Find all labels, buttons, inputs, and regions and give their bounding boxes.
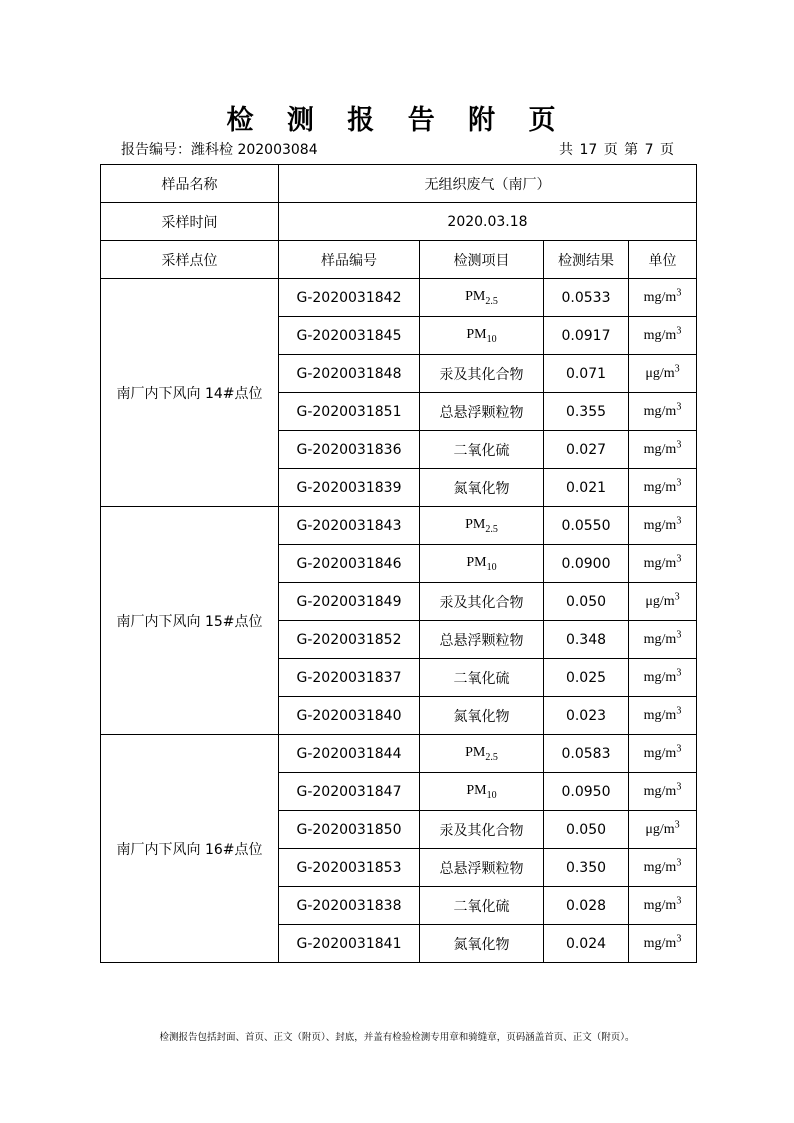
unit-exponent: 3 (674, 590, 680, 602)
test-result: 0.025 (544, 659, 629, 697)
test-item (420, 317, 544, 355)
unit-exponent: 3 (676, 628, 682, 640)
test-result: 0.050 (544, 811, 629, 849)
sample-code: G-2020031843 (279, 507, 420, 545)
report-number-value: 潍科检 202003084 (191, 142, 318, 158)
test-item-label: PM (466, 326, 487, 342)
sample-code: G-2020031850 (279, 811, 420, 849)
unit (629, 317, 697, 355)
unit-label: mg/m (643, 555, 677, 571)
unit (629, 355, 697, 393)
unit-label: mg/m (643, 403, 677, 419)
unit-label: mg/m (643, 897, 677, 913)
unit-exponent: 3 (676, 894, 682, 906)
unit-exponent: 3 (674, 818, 680, 830)
unit-label: mg/m (643, 441, 677, 457)
test-item-subscript: 10 (486, 789, 497, 801)
sample-code: G-2020031840 (279, 697, 420, 735)
report-number-label: 报告编号： (121, 142, 191, 158)
test-item (420, 507, 544, 545)
test-item (420, 431, 544, 469)
unit-label: mg/m (643, 935, 677, 951)
page-indicator: 共 17 页 第 7 页 (559, 142, 674, 158)
test-result: 0.355 (544, 393, 629, 431)
unit (629, 887, 697, 925)
test-result: 0.050 (544, 583, 629, 621)
test-item (420, 735, 544, 773)
test-item (420, 393, 544, 431)
test-result: 0.0583 (544, 735, 629, 773)
test-item (420, 887, 544, 925)
col-header-sample-code: 样品编号 (279, 241, 420, 279)
test-result: 0.0900 (544, 545, 629, 583)
unit (629, 507, 697, 545)
sampling-time-label: 采样时间 (101, 203, 279, 241)
test-result: 0.027 (544, 431, 629, 469)
sample-name-row (101, 165, 697, 203)
unit-exponent: 3 (676, 324, 682, 336)
test-result: 0.0533 (544, 279, 629, 317)
unit-label: mg/m (643, 631, 677, 647)
unit (629, 773, 697, 811)
col-header-location: 采样点位 (101, 241, 279, 279)
sample-code: G-2020031849 (279, 583, 420, 621)
unit (629, 621, 697, 659)
test-item-label: 汞及其化合物 (439, 366, 524, 383)
test-item (420, 659, 544, 697)
unit (629, 545, 697, 583)
test-item (420, 583, 544, 621)
col-header-unit: 单位 (629, 241, 697, 279)
sample-name-value: 无组织废气（南厂） (279, 165, 697, 203)
unit-label: mg/m (643, 479, 677, 495)
test-result: 0.0950 (544, 773, 629, 811)
unit-exponent: 3 (676, 742, 682, 754)
unit (629, 811, 697, 849)
test-item-subscript: 10 (486, 561, 497, 573)
test-result: 0.350 (544, 849, 629, 887)
test-result: 0.348 (544, 621, 629, 659)
test-item-label: 氮氧化物 (453, 936, 510, 953)
test-result: 0.028 (544, 887, 629, 925)
table-row (101, 279, 697, 317)
unit-label: μg/m (645, 821, 675, 837)
column-header-row (101, 241, 697, 279)
sample-code: G-2020031852 (279, 621, 420, 659)
unit-exponent: 3 (676, 780, 682, 792)
unit-label: mg/m (643, 517, 677, 533)
test-item-subscript: 2.5 (485, 523, 498, 535)
unit-label: mg/m (643, 707, 677, 723)
test-item-label: PM (465, 516, 486, 532)
col-header-result: 检测结果 (544, 241, 629, 279)
test-result: 0.021 (544, 469, 629, 507)
test-item-label: 二氧化硫 (453, 442, 510, 459)
test-item-label: PM (465, 744, 486, 760)
col-header-item: 检测项目 (420, 241, 544, 279)
unit-label: μg/m (645, 593, 675, 609)
unit (629, 735, 697, 773)
unit-exponent: 3 (676, 514, 682, 526)
sample-code: G-2020031853 (279, 849, 420, 887)
sample-code: G-2020031848 (279, 355, 420, 393)
unit-label: mg/m (643, 327, 677, 343)
unit-exponent: 3 (676, 704, 682, 716)
unit (629, 697, 697, 735)
test-result: 0.0550 (544, 507, 629, 545)
test-result: 0.023 (544, 697, 629, 735)
test-item-label: 氮氧化物 (453, 480, 510, 497)
test-item (420, 621, 544, 659)
test-result: 0.024 (544, 925, 629, 963)
unit-label: μg/m (645, 365, 675, 381)
sampling-time-row (101, 203, 697, 241)
report-number (121, 139, 318, 159)
unit-exponent: 3 (676, 932, 682, 944)
test-item (420, 355, 544, 393)
test-item (420, 279, 544, 317)
test-item-label: 总悬浮颗粒物 (439, 860, 524, 877)
test-result: 0.071 (544, 355, 629, 393)
unit-label: mg/m (643, 289, 677, 305)
unit (629, 925, 697, 963)
test-item-label: 总悬浮颗粒物 (439, 404, 524, 421)
unit (629, 849, 697, 887)
test-item (420, 697, 544, 735)
test-item-label: 二氧化硫 (453, 898, 510, 915)
page-title: 检 测 报 告 附 页 (226, 105, 568, 136)
test-item-label: PM (466, 782, 487, 798)
sample-code: G-2020031846 (279, 545, 420, 583)
test-item (420, 469, 544, 507)
test-item-label: PM (466, 554, 487, 570)
sample-code: G-2020031837 (279, 659, 420, 697)
test-item (420, 545, 544, 583)
unit-exponent: 3 (676, 552, 682, 564)
sample-name-label: 样品名称 (101, 165, 279, 203)
unit-label: mg/m (643, 669, 677, 685)
sampling-location: 南厂内下风向 16#点位 (101, 735, 279, 963)
unit (629, 279, 697, 317)
test-item-subscript: 2.5 (485, 295, 498, 307)
unit (629, 583, 697, 621)
sample-code: G-2020031838 (279, 887, 420, 925)
unit-exponent: 3 (676, 856, 682, 868)
test-item-label: 二氧化硫 (453, 670, 510, 687)
sample-code: G-2020031847 (279, 773, 420, 811)
test-item-subscript: 2.5 (485, 751, 498, 763)
unit (629, 659, 697, 697)
test-item-label: 总悬浮颗粒物 (439, 632, 524, 649)
test-item-label: 汞及其化合物 (439, 594, 524, 611)
footer-note: 检测报告包括封面、首页、正文（附页）、封底，并盖有检验检测专用章和骑缝章，页码涵盖首页、正文（附页）。 (159, 1032, 635, 1043)
unit-exponent: 3 (676, 400, 682, 412)
sample-code: G-2020031841 (279, 925, 420, 963)
test-item (420, 849, 544, 887)
unit (629, 469, 697, 507)
unit-label: mg/m (643, 745, 677, 761)
table-row (101, 507, 697, 545)
test-item-subscript: 10 (486, 333, 497, 345)
sampling-time-value: 2020.03.18 (279, 203, 697, 241)
sampling-location: 南厂内下风向 14#点位 (101, 279, 279, 507)
sample-code: G-2020031836 (279, 431, 420, 469)
test-item-label: PM (465, 288, 486, 304)
test-item (420, 925, 544, 963)
test-item-label: 汞及其化合物 (439, 822, 524, 839)
sample-code: G-2020031839 (279, 469, 420, 507)
unit-exponent: 3 (676, 666, 682, 678)
unit-exponent: 3 (676, 476, 682, 488)
unit-label: mg/m (643, 859, 677, 875)
sample-code: G-2020031851 (279, 393, 420, 431)
unit-exponent: 3 (676, 438, 682, 450)
unit-label: mg/m (643, 783, 677, 799)
unit (629, 393, 697, 431)
sampling-location: 南厂内下风向 15#点位 (101, 507, 279, 735)
test-item-label: 氮氧化物 (453, 708, 510, 725)
sample-code: G-2020031842 (279, 279, 420, 317)
test-item (420, 773, 544, 811)
unit-exponent: 3 (676, 286, 682, 298)
test-item (420, 811, 544, 849)
test-result: 0.0917 (544, 317, 629, 355)
sample-code: G-2020031844 (279, 735, 420, 773)
unit-exponent: 3 (674, 362, 680, 374)
unit (629, 431, 697, 469)
results-table (100, 164, 697, 963)
table-row (101, 735, 697, 773)
sample-code: G-2020031845 (279, 317, 420, 355)
